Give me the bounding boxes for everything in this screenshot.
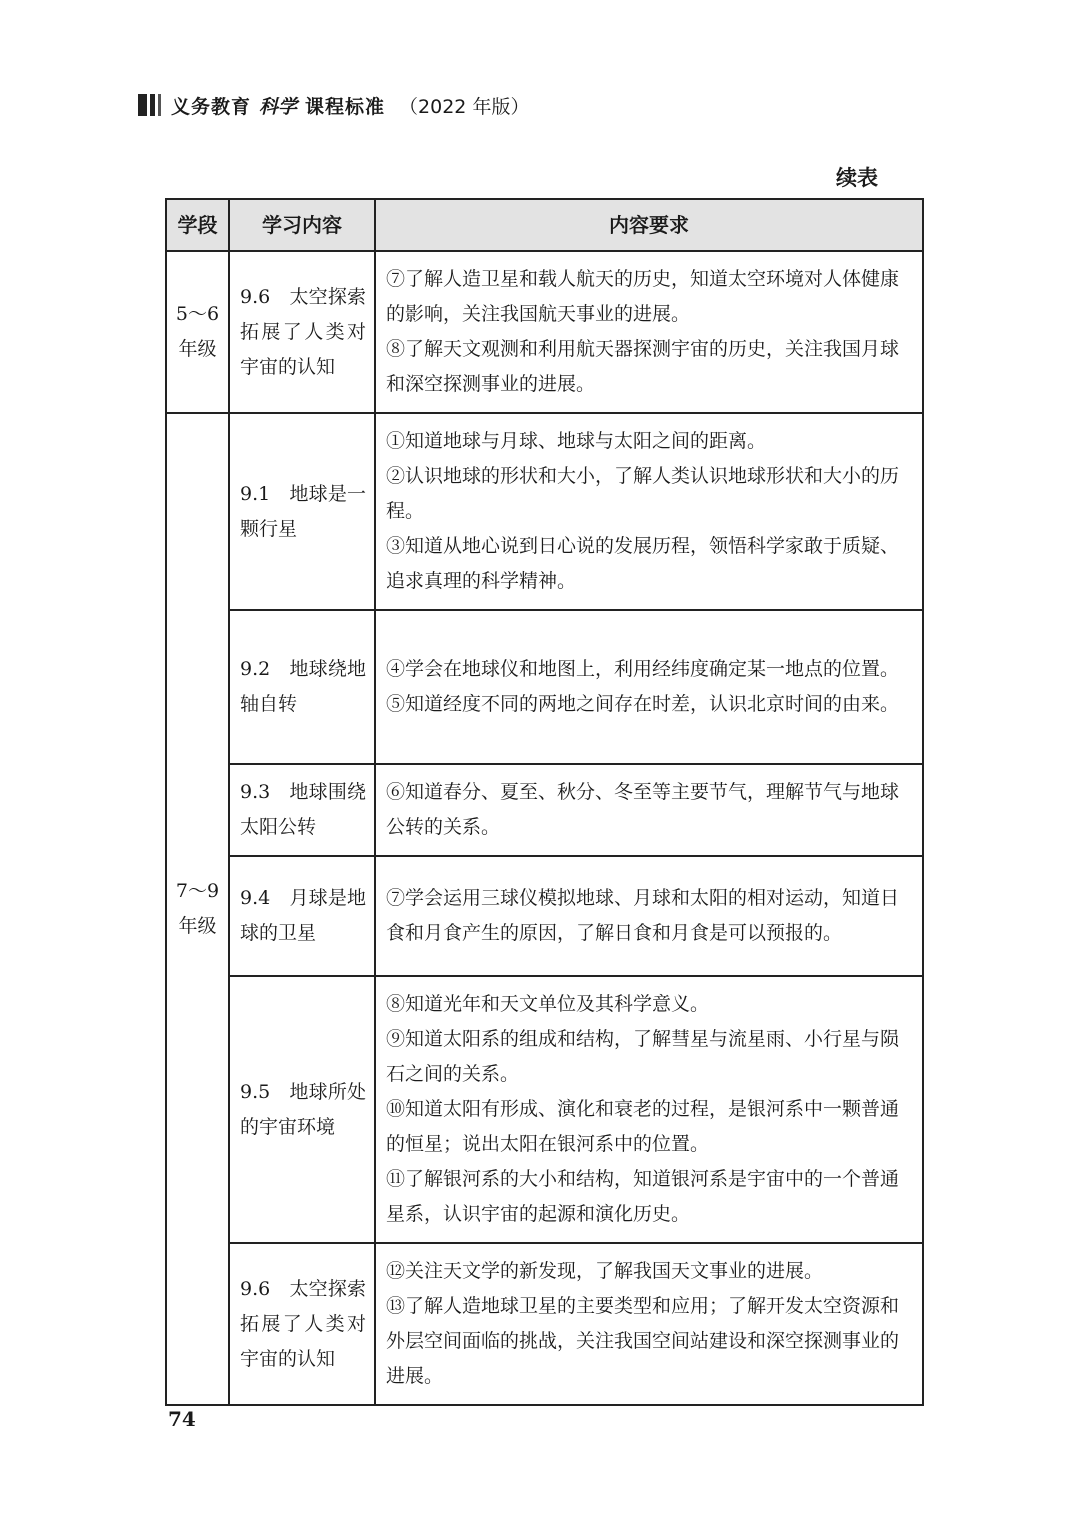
requirement-item: ⑤知道经度不同的两地之间存在时差，认识北京时间的由来。 [386, 693, 900, 715]
header-title-part2: 科学 [259, 95, 298, 118]
header-title-part1: 义务教育 [171, 95, 252, 118]
stage-cell: 5～6年级 [166, 251, 229, 413]
running-header [138, 90, 529, 120]
requirement-item: ⑬了解人造地球卫星的主要类型和应用；了解开发太空资源和外层空间面临的挑战，关注我国空间站建设和深空探测事业的进展。 [386, 1295, 900, 1387]
requirements-cell [375, 976, 923, 1243]
topic-cell: 9.6 太空探索拓展了人类对宇宙的认知 [229, 1243, 375, 1405]
requirements-cell [375, 610, 923, 764]
requirements-cell [375, 1243, 923, 1405]
requirement-item: ⑦学会运用三球仪模拟地球、月球和太阳的相对运动，知道日食和月食产生的原因，了解日食和月食是可以预报的。 [386, 887, 900, 944]
table-row [166, 764, 923, 856]
header-title-part4: （2022 年版） [399, 95, 530, 118]
header-title-part3: 课程标准 [305, 95, 386, 118]
table-header-row [166, 199, 923, 251]
table-row [166, 1243, 923, 1405]
topic-cell: 9.4 月球是地球的卫星 [229, 856, 375, 976]
stage-cell: 7～9年级 [166, 413, 229, 1405]
page-number: 74 [168, 1407, 196, 1431]
requirement-item: ③知道从地心说到日心说的发展历程，领悟科学家敢于质疑、追求真理的科学精神。 [386, 535, 900, 592]
column-header-stage: 学段 [166, 199, 229, 251]
table-row [166, 251, 923, 413]
requirement-item: ⑫关注天文学的新发现，了解我国天文事业的进展。 [386, 1260, 824, 1282]
column-header-content: 学习内容 [229, 199, 375, 251]
requirement-item: ⑩知道太阳有形成、演化和衰老的过程，是银河系中一颗普通的恒星；说出太阳在银河系中的位置。 [386, 1098, 900, 1155]
column-header-requirements: 内容要求 [375, 199, 923, 251]
requirements-cell [375, 856, 923, 976]
topic-cell: 9.1 地球是一颗行星 [229, 413, 375, 610]
requirements-cell [375, 251, 923, 413]
content-table [165, 198, 924, 1406]
topic-cell: 9.5 地球所处的宇宙环境 [229, 976, 375, 1243]
requirement-item: ④学会在地球仪和地图上，利用经纬度确定某一地点的位置。 [386, 658, 900, 680]
requirement-item: ⑥知道春分、夏至、秋分、冬至等主要节气，理解节气与地球公转的关系。 [386, 781, 900, 838]
requirements-cell [375, 413, 923, 610]
requirement-item: ⑧知道光年和天文单位及其科学意义。 [386, 993, 710, 1015]
table-row [166, 413, 923, 610]
table-row [166, 610, 923, 764]
requirement-item: ①知道地球与月球、地球与太阳之间的距离。 [386, 430, 767, 452]
topic-cell: 9.2 地球绕地轴自转 [229, 610, 375, 764]
header-bars-icon [138, 94, 161, 116]
table-row [166, 976, 923, 1243]
requirement-item: ⑨知道太阳系的组成和结构，了解彗星与流星雨、小行星与陨石之间的关系。 [386, 1028, 900, 1085]
requirement-item: ⑪了解银河系的大小和结构，知道银河系是宇宙中的一个普通星系，认识宇宙的起源和演化历史。 [386, 1168, 900, 1225]
topic-cell: 9.6 太空探索拓展了人类对宇宙的认知 [229, 251, 375, 413]
continued-label: 续表 [836, 166, 878, 190]
requirement-item: ⑧了解天文观测和利用航天器探测宇宙的历史，关注我国月球和深空探测事业的进展。 [386, 338, 900, 395]
table-row [166, 856, 923, 976]
requirement-item: ⑦了解人造卫星和载人航天的历史，知道太空环境对人体健康的影响，关注我国航天事业的进展。 [386, 268, 900, 325]
requirements-cell [375, 764, 923, 856]
requirement-item: ②认识地球的形状和大小，了解人类认识地球形状和大小的历程。 [386, 465, 900, 522]
topic-cell: 9.3 地球围绕太阳公转 [229, 764, 375, 856]
